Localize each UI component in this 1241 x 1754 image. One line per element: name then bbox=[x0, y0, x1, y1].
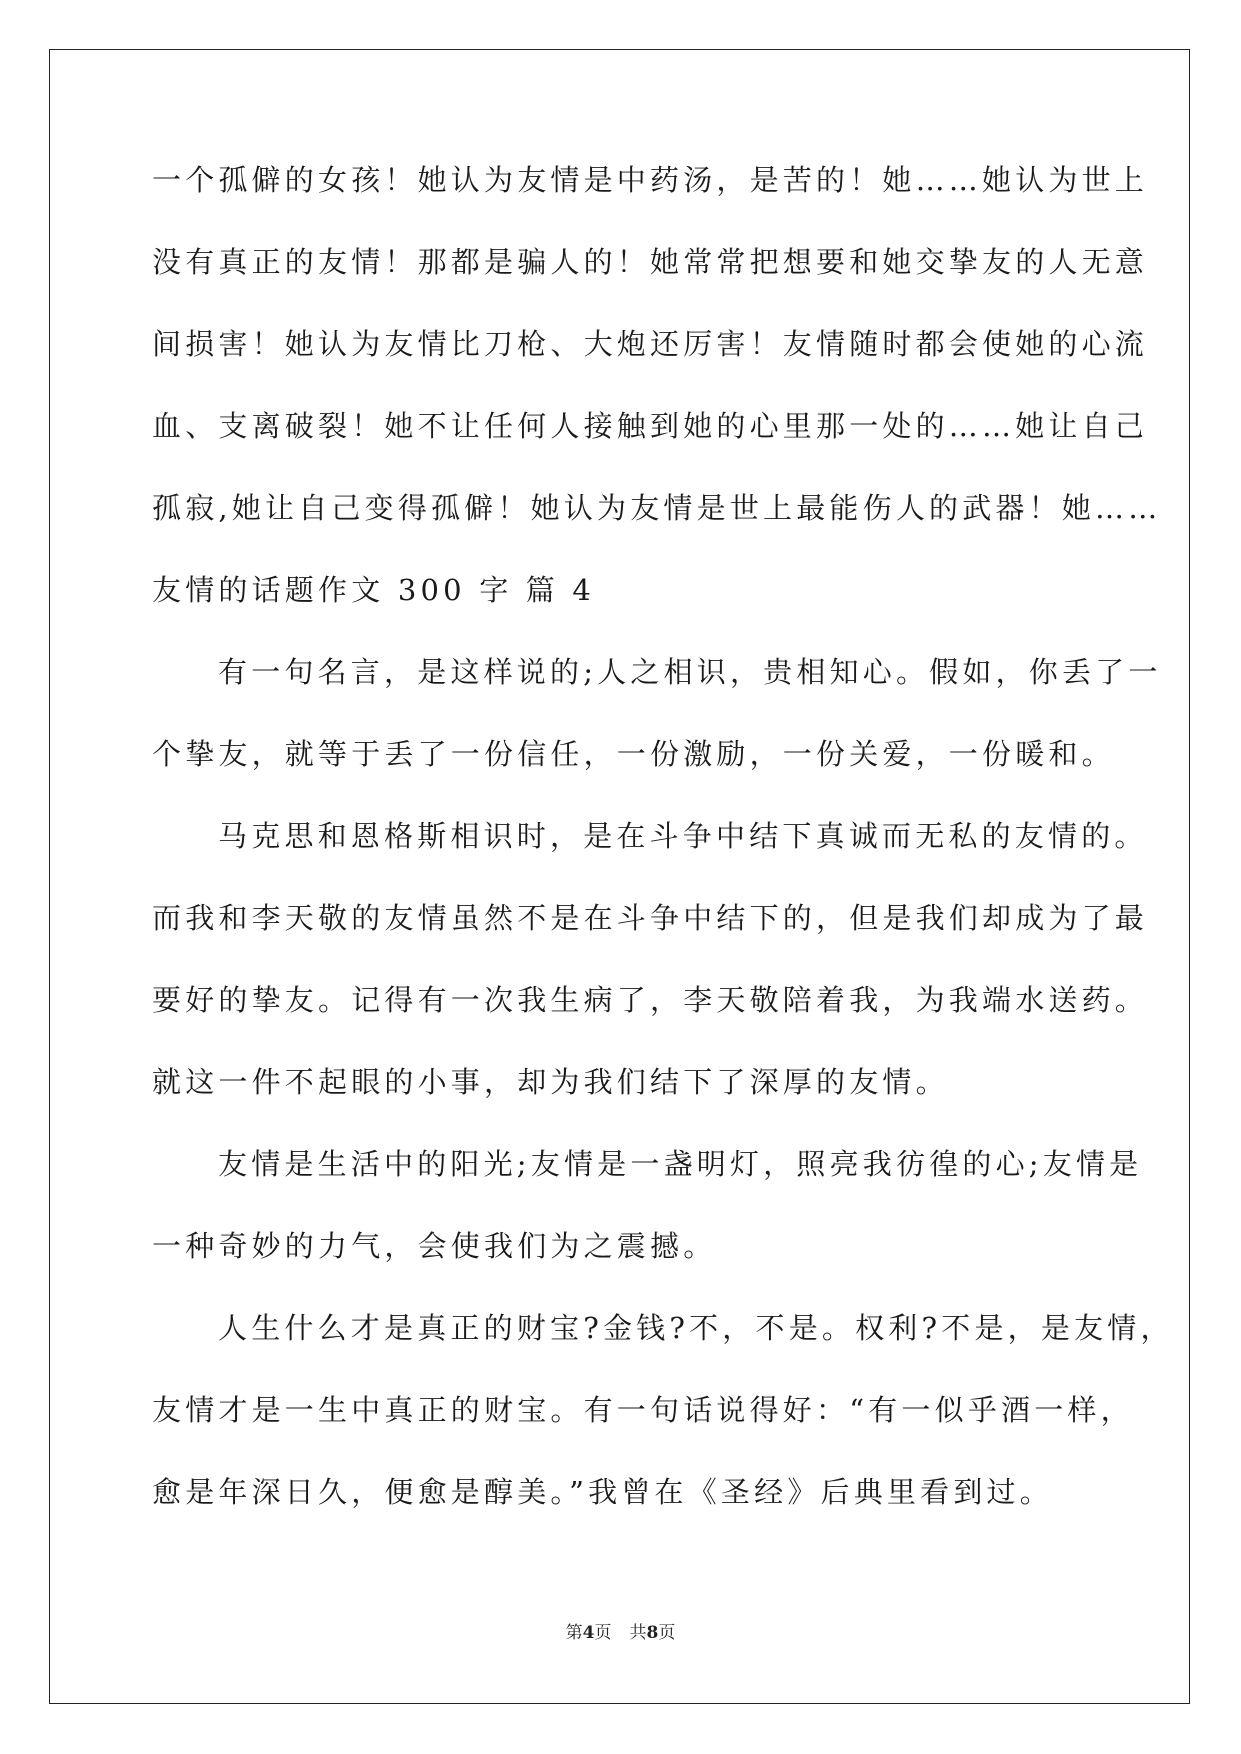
body-line-1: 一个孤僻的女孩！她认为友情是中药汤，是苦的！她……她认为世上 bbox=[152, 163, 1149, 197]
paragraph-line: 而我和李天敬的友情虽然不是在斗争中结下的，但是我们却成为了最 bbox=[152, 901, 1149, 935]
paragraph-line: 要好的挚友。记得有一次我生病了，李天敬陪着我，为我端水送药。 bbox=[152, 983, 1149, 1017]
paragraph-line: 友情才是一生中真正的财宝。有一句话说得好：“有一似乎酒一样， bbox=[152, 1393, 1134, 1427]
total-suffix: 页 bbox=[658, 1623, 676, 1643]
total-prefix: 共 bbox=[629, 1623, 647, 1643]
total-pages: 8 bbox=[646, 1623, 659, 1643]
page-number: 4 bbox=[582, 1623, 595, 1643]
paragraph-line: 就这一件不起眼的小事，却为我们结下了深厚的友情。 bbox=[152, 1065, 949, 1099]
page-suffix: 页 bbox=[594, 1623, 612, 1643]
body-line-2: 没有真正的友情！那都是骗人的！她常常把想要和她交挚友的人无意 bbox=[152, 245, 1149, 279]
paragraph-line: 马克思和恩格斯相识时，是在斗争中结下真诚而无私的友情的。 bbox=[218, 819, 1148, 853]
paragraph-line: 友情是生活中的阳光;友情是一盏明灯，照亮我彷徨的心;友情是 bbox=[218, 1147, 1143, 1181]
paragraph-line: 有一句名言，是这样说的;人之相识，贵相知心。假如，你丢了一 bbox=[218, 655, 1162, 689]
body-line-4: 血、支离破裂！她不让任何人接触到她的心里那一处的……她让自己 bbox=[152, 409, 1149, 443]
page-footer bbox=[0, 1618, 1241, 1643]
document-body bbox=[152, 158, 1174, 1552]
paragraph-line: 个挚友，就等于丢了一份信任，一份激励，一份关爱，一份暖和。 bbox=[152, 737, 1115, 771]
page-prefix: 第 bbox=[565, 1623, 583, 1643]
body-line-3: 间损害！她认为友情比刀枪、大炮还厉害！友情随时都会使她的心流 bbox=[152, 327, 1149, 361]
body-line-5: 孤寂,她让自己变得孤僻！她认为友情是世上最能伤人的武器！她…… bbox=[152, 491, 1162, 525]
section-heading: 友情的话题作文 300 字 篇 4 bbox=[152, 573, 596, 607]
paragraph-line: 愈是年深日久，便愈是醇美。”我曾在《圣经》后典里看到过。 bbox=[152, 1475, 1053, 1509]
paragraph-line: 一种奇妙的力气，会使我们为之震撼。 bbox=[152, 1229, 717, 1263]
paragraph-line: 人生什么才是真正的财宝?金钱?不，不是。权利?不是，是友情， bbox=[218, 1311, 1174, 1345]
